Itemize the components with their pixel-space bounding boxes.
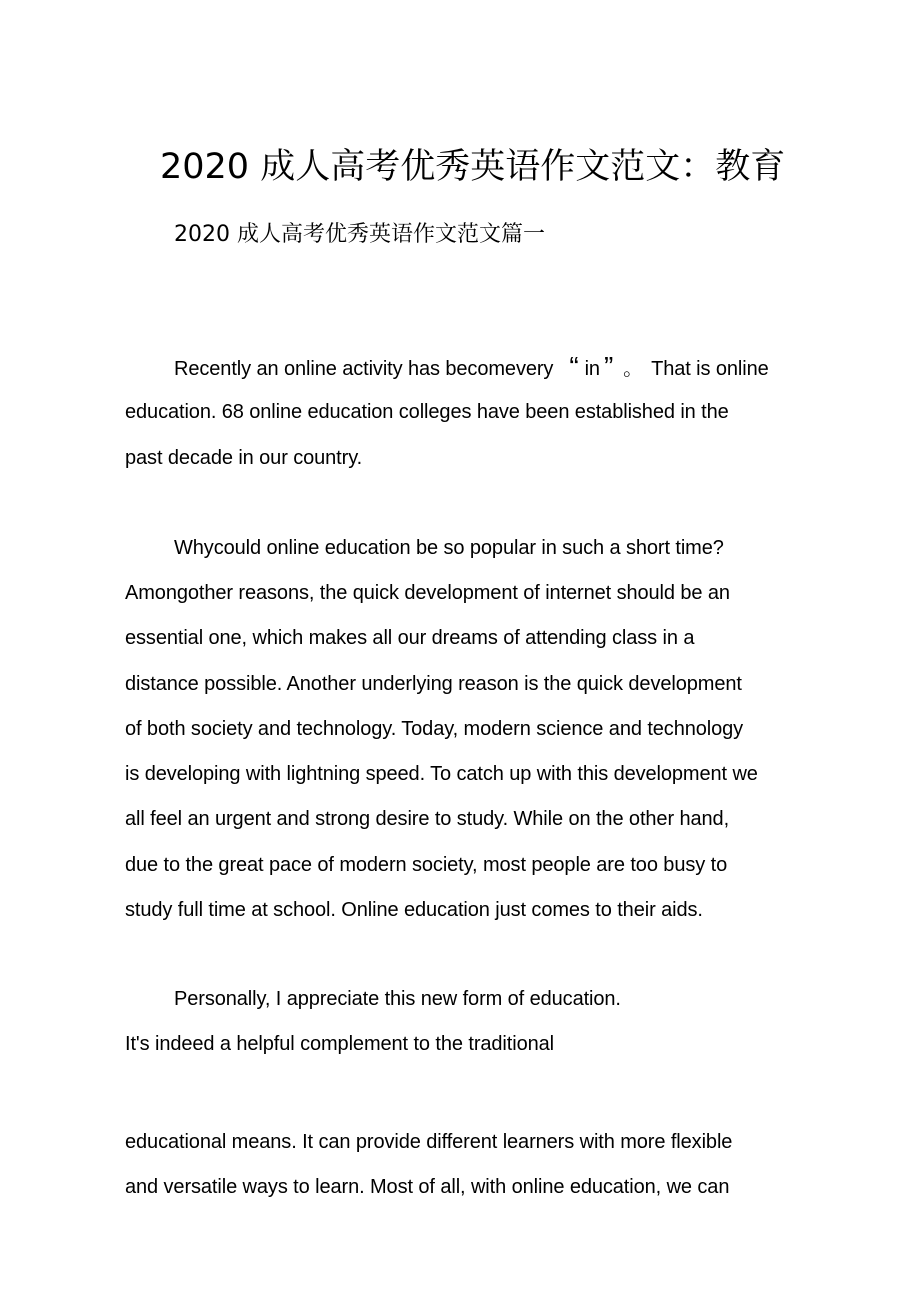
paragraph-2-line-3: essential one, which makes all our dreams of attending class in a: [125, 627, 695, 649]
paragraph-2-line-8: due to the great pace of modern society, most people are too busy to: [125, 854, 728, 876]
paragraph-2-line-2: Amongother reasons, the quick development of internet should be an: [125, 582, 730, 604]
document-subtitle: 2020 成人高考优秀英语作文范文篇一: [174, 222, 545, 247]
paragraph-1-line-1: [174, 353, 769, 383]
close-quote: ”: [603, 351, 614, 382]
paragraph-2-line-4: distance possible. Another underlying reason is the quick development: [125, 673, 742, 695]
paragraph-1-line-1-tail: That is online: [651, 358, 769, 380]
paragraph-2-line-7: all feel an urgent and strong desire to study. While on the other hand,: [125, 808, 730, 830]
cjk-period: 。: [623, 358, 644, 380]
paragraph-1-line-2: education. 68 online education colleges have been established in the: [125, 401, 729, 423]
quoted-word: in: [584, 358, 600, 380]
paragraph-3-line-2: It's indeed a helpful complement to the traditional: [125, 1033, 554, 1055]
paragraph-1-line-3: past decade in our country.: [125, 447, 363, 469]
document-title: 2020 成人高考优秀英语作文范文：教育: [160, 147, 786, 187]
paragraph-4-line-2: and versatile ways to learn. Most of all, with online education, we can: [125, 1176, 730, 1198]
open-quote: “: [569, 351, 579, 382]
paragraph-2-line-6: is developing with lightning speed. To catch up with this development we: [125, 763, 758, 785]
paragraph-4-line-1: educational means. It can provide different learners with more flexible: [125, 1131, 733, 1153]
paragraph-1-line-1-text: Recently an online activity has becomevery: [174, 358, 554, 380]
paragraph-3-line-1: Personally, I appreciate this new form of education.: [174, 988, 621, 1010]
paragraph-2-line-5: of both society and technology. Today, modern science and technology: [125, 718, 744, 740]
paragraph-2-line-1: Whycould online education be so popular in such a short time?: [174, 537, 724, 559]
paragraph-2-line-9: study full time at school. Online education just comes to their aids.: [125, 899, 703, 921]
